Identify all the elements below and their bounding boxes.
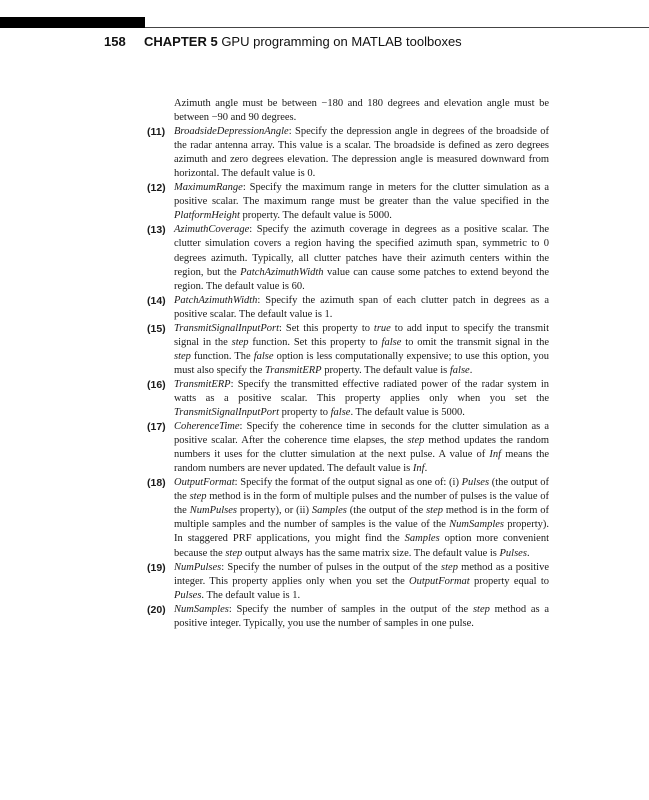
- text-run: function. The: [190, 350, 254, 362]
- italic-term: NumPulses: [189, 505, 237, 517]
- italic-term: step: [441, 561, 458, 573]
- italic-term: MaximumRange: [174, 182, 243, 194]
- italic-term: false: [449, 364, 470, 376]
- italic-term: step: [225, 547, 243, 559]
- text-run: .: [526, 547, 530, 559]
- text-run: to omit the transmit signal in the: [401, 336, 549, 348]
- text-run: value can cause some patches to extend beyond the region. The default value is 60.: [174, 266, 549, 292]
- item-number: (18): [147, 477, 166, 490]
- item-number: (13): [147, 224, 166, 237]
- italic-term: NumPulses: [174, 561, 222, 573]
- italic-term: Pulses: [174, 589, 202, 601]
- item-number: (20): [147, 603, 166, 616]
- text-run: (the output of the: [346, 505, 427, 517]
- italic-term: step: [189, 491, 207, 503]
- property-item: [147, 378, 549, 420]
- italic-term: step: [407, 435, 425, 447]
- italic-term: Samples: [404, 533, 440, 545]
- property-item: [147, 322, 550, 378]
- italic-term: step: [472, 603, 490, 615]
- text-run: property equal to: [469, 575, 549, 587]
- italic-term: TransmitSignalInputPort: [174, 322, 280, 334]
- text-run: to add input to specify the transmit signal in the: [174, 322, 550, 348]
- text-run: .: [469, 364, 473, 376]
- item-number: (14): [147, 294, 166, 307]
- text-run: : Specify the number of pulses in the output of the: [221, 561, 442, 573]
- property-item: [147, 294, 549, 322]
- text-run: : Specify the format of the output signal as one of: (i): [234, 477, 462, 489]
- property-item: [147, 561, 550, 603]
- italic-term: BroadsideDepressionAngle: [174, 126, 289, 138]
- italic-term: Samples: [311, 505, 347, 517]
- text-run: option more convenient because the: [174, 533, 549, 559]
- text-run: .: [424, 463, 428, 475]
- text-run: : Specify the maximum range in meters for the clutter simulation as a positive scalar. The maximum range must be greater than the value specified in the: [174, 182, 549, 208]
- italic-term: PatchAzimuthWidth: [174, 294, 258, 306]
- text-run: option is less computationally expensive; to use this option, you must also specify the: [174, 350, 549, 376]
- text-run: output always has the same matrix size. The default value is: [242, 547, 500, 559]
- text-run: : Specify the depression angle in degrees of the broadside of the radar antenna array. This value is a scalar. The broadside is defined as zero degrees azimuth and zero degrees elevation. The depression angle is measured downward from horizontal. The default value is 0.: [174, 126, 549, 180]
- italic-term: step: [426, 505, 443, 517]
- italic-term: Pulses: [461, 477, 490, 489]
- text-run: property), or (ii): [236, 505, 312, 517]
- italic-term: false: [253, 350, 274, 362]
- italic-term: false: [330, 407, 351, 419]
- property-item: [147, 181, 549, 223]
- text-run: . The default value is 5000.: [350, 407, 465, 419]
- text-run: : Specify the coherence time in seconds for the clutter simulation as a positive scalar. After the coherence time elapses, the: [174, 421, 549, 447]
- item-number: (17): [147, 421, 166, 434]
- italic-term: CoherenceTime: [174, 421, 240, 433]
- intro-paragraph: Azimuth angle must be between −180 and 180 degrees and elevation angle must be between −90 and 90 degrees.: [174, 98, 549, 124]
- text-run: (the output of the: [174, 477, 549, 503]
- italic-term: OutputFormat: [174, 477, 235, 489]
- text-run: method is in the form of multiple pulses and the number of pulses is the value of the: [174, 491, 550, 517]
- property-item: [147, 603, 550, 631]
- text-run: means the random numbers are never updated. The default value is: [174, 449, 550, 475]
- text-run: : Specify the azimuth coverage in degrees as a positive scalar. The clutter simulation covers a region having the specified azimuth span, symmetric to 0 degrees azimuth. Typically, all clutter patches have their azimuth centers within the region, but the: [174, 224, 549, 278]
- item-number: (16): [147, 378, 166, 391]
- text-run: : Specify the azimuth span of each clutter patch in degrees as a positive scalar. The default value is 1.: [174, 294, 549, 320]
- italic-term: AzimuthCoverage: [174, 224, 250, 236]
- body-text: [147, 97, 550, 631]
- italic-term: TransmitSignalInputPort: [174, 407, 280, 419]
- property-item: [147, 125, 549, 181]
- italic-term: TransmitERP: [264, 364, 322, 376]
- property-item: [147, 476, 550, 560]
- italic-term: Inf: [412, 463, 425, 475]
- header-bar: [0, 17, 145, 28]
- text-run: function. Set this property to: [248, 336, 382, 348]
- text-run: method is in the form of multiple samples and the number of samples is the value of the: [174, 505, 550, 531]
- page-number: 158: [104, 34, 126, 49]
- italic-term: TransmitERP: [174, 378, 231, 390]
- property-list: [147, 125, 550, 631]
- item-number: (12): [147, 182, 166, 195]
- italic-term: NumSamples: [449, 519, 504, 531]
- text-run: property). In staggered PRF applications, you might find the: [174, 519, 549, 545]
- item-number: (19): [147, 561, 166, 574]
- running-head: [144, 34, 462, 49]
- text-run: property to: [279, 407, 331, 419]
- italic-term: false: [381, 336, 402, 348]
- item-number: (11): [147, 126, 166, 139]
- text-run: method updates the random numbers it uses for the clutter simulation at the next pulse. A value of: [174, 435, 549, 461]
- property-item: [147, 223, 549, 293]
- italic-term: Inf: [489, 449, 502, 461]
- italic-term: OutputFormat: [409, 575, 470, 587]
- property-item: [147, 420, 550, 476]
- italic-term: Pulses: [499, 547, 527, 559]
- text-run: property. The default value is: [321, 364, 450, 376]
- italic-term: PatchAzimuthWidth: [240, 266, 324, 278]
- chapter-label: CHAPTER 5: [144, 34, 218, 49]
- item-number: (15): [147, 322, 166, 335]
- text-run: . The default value is 1.: [201, 589, 301, 601]
- text-run: property. The default value is 5000.: [239, 210, 392, 222]
- chapter-title: GPU programming on MATLAB toolboxes: [221, 34, 462, 49]
- italic-term: step: [174, 350, 191, 362]
- text-run: method as a positive integer. Typically, you use the number of samples in one pulse.: [174, 603, 550, 629]
- header-rule: [145, 27, 649, 28]
- text-run: : Specify the transmitted effective radiated power of the radar system in watts as a positive scalar. This property applies only when you set the: [174, 378, 549, 404]
- text-run: : Set this property to: [279, 322, 374, 334]
- italic-term: true: [373, 322, 391, 334]
- italic-term: PlatformHeight: [174, 210, 240, 222]
- italic-term: NumSamples: [174, 603, 229, 615]
- text-run: method as a positive integer. This property applies only when you set the: [174, 561, 550, 587]
- italic-term: step: [231, 336, 249, 348]
- text-run: : Specify the number of samples in the output of the: [228, 603, 473, 615]
